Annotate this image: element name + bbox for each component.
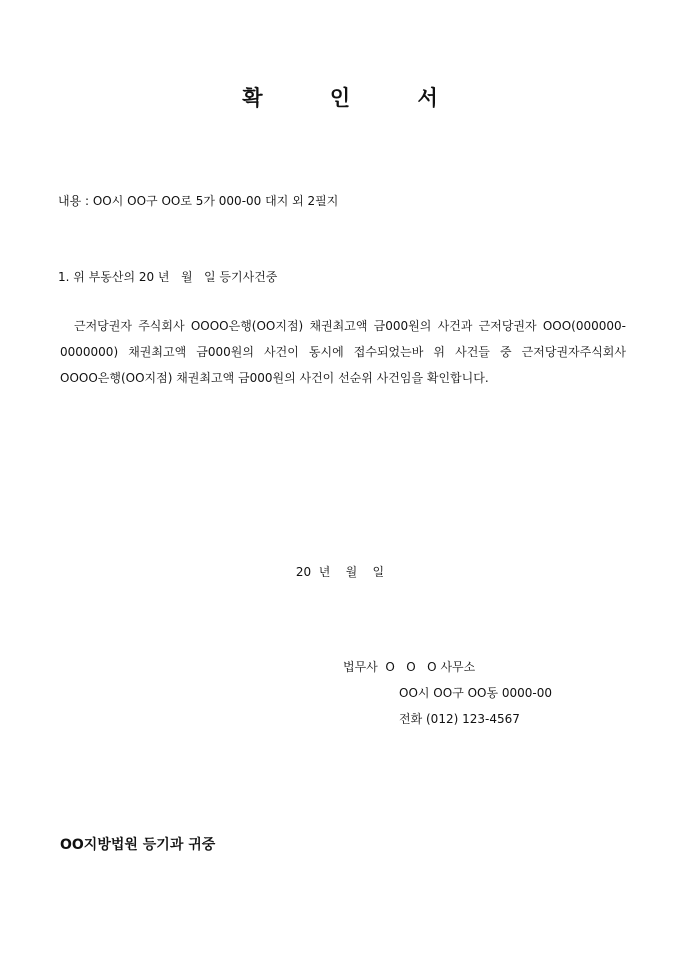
issuer-office: 법무사 O O O 사무소 [343, 660, 476, 674]
document-title: 확 인 서 [242, 86, 468, 110]
issuer-phone: 전화 (012) 123-4567 [399, 712, 520, 726]
date-line: 20 년 월 일 [295, 565, 385, 579]
subject-line: 내용 : OO시 OO구 OO로 5가 000-00 대지 외 2필지 [58, 194, 339, 208]
item-heading: 1. 위 부동산의 20 년 월 일 등기사건중 [58, 270, 278, 284]
issuer-address: OO시 OO구 OO동 0000-00 [399, 686, 553, 700]
confirmation-body: 근저당권자 주식회사 OOOO은행(OO지점) 채권최고액 금000원의 사건과 근저당권자 OOO(000000-0000000) 채권최고액 금000원의 사건이 동시에 접수되었는바 위 사건들 중 근저당권자주식회사 OOOO은행(OO지점) 채권최고액 금000원의 사건이 선순위 사건임을 확인합니다. [60, 319, 626, 385]
recipient-line: OO지방법원 등기과 귀중 [60, 837, 216, 853]
issuer-block [343, 658, 552, 736]
